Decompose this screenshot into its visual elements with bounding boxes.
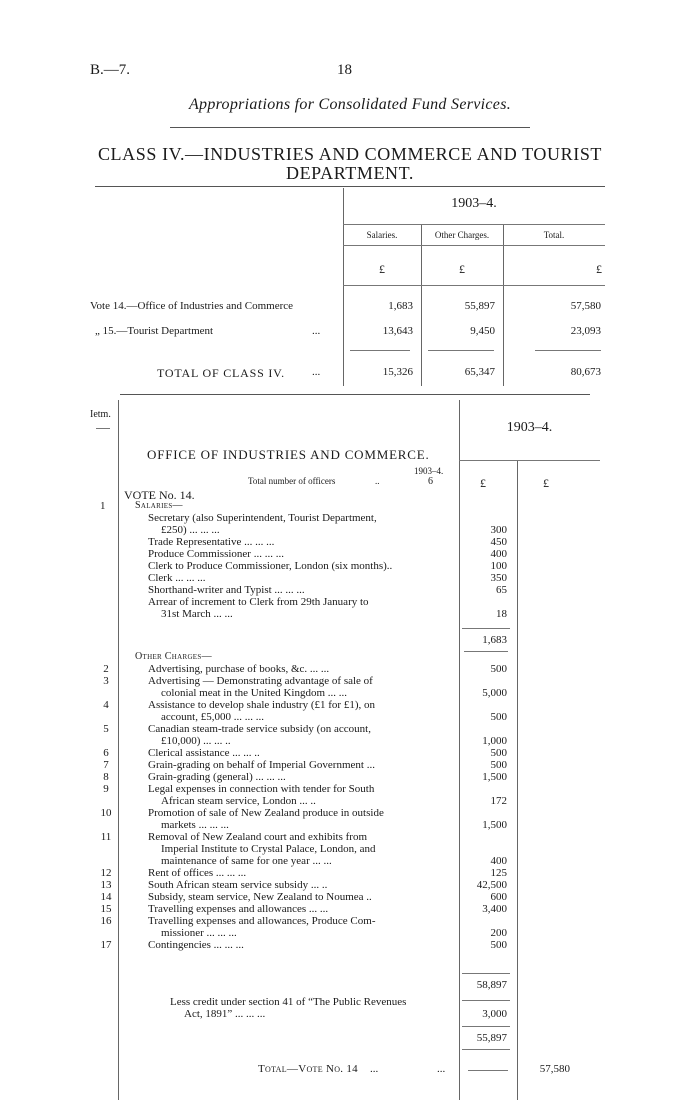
summary-row-label: „ 15.—Tourist Department xyxy=(95,325,214,337)
charge-line: Grain-grading on behalf of Imperial Government ... xyxy=(148,759,375,771)
charge-line: maintenance of same for one year ... ... xyxy=(161,855,332,867)
charge-line: Assistance to develop shale industry (£1 for £1), on xyxy=(148,699,375,711)
salary-line: Secretary (also Superintendent, Tourist Department, xyxy=(148,512,377,524)
summary-year: 1903–4. xyxy=(451,196,497,211)
charge-line: Travelling expenses and allowances, Produce Com- xyxy=(148,915,376,927)
salary-line: Clerk ... ... ... xyxy=(148,572,206,584)
salaries-total: 1,683 xyxy=(482,634,507,646)
detail-currency-totals: £ xyxy=(543,476,549,490)
other-charges-lines xyxy=(148,663,384,951)
subtitle-rule xyxy=(170,127,530,128)
salary-line: Produce Commissioner ... ... ... xyxy=(148,548,284,560)
other-charges-heading: Other Charges— xyxy=(135,651,212,662)
vote-grand-total: 57,580 xyxy=(539,1063,570,1075)
other-item-numbers: 2 3 4 5 6 7 8 9 10 11 12 13 14 15 16 17 xyxy=(100,663,112,951)
summary-row-total: 57,580 xyxy=(570,300,601,312)
officers-dots: .. xyxy=(375,476,380,486)
charge-line: Legal expenses in connection with tender for South xyxy=(148,783,375,795)
vote-total-dots: ... xyxy=(370,1063,379,1075)
charge-line: Subsidy, steam service, New Zealand to Noumea .. xyxy=(148,891,372,903)
summary-row-other: 55,897 xyxy=(464,300,495,312)
less-credit-lines: Less credit under section 41 of “The Public Revenues Act, 1891” ... ... ... xyxy=(170,996,407,1020)
salary-line: Trade Representative ... ... ... xyxy=(148,536,275,548)
salary-line: 31st March ... ... xyxy=(161,608,233,620)
charge-line: South African steam service subsidy ... .. xyxy=(148,879,328,891)
salaries-item-number: 1 xyxy=(100,500,106,512)
officers-count: 6 xyxy=(428,476,433,487)
summary-currency-salaries: £ xyxy=(379,262,385,276)
charge-line: Grain-grading (general) ... ... ... xyxy=(148,771,286,783)
summary-row-dots: ... xyxy=(312,325,321,337)
charge-line: account, £5,000 ... ... ... xyxy=(161,711,264,723)
summary-row-salaries: 1,683 xyxy=(388,300,413,312)
summary-total-other: 65,347 xyxy=(464,366,495,378)
salary-line: Shorthand-writer and Typist ... ... ... xyxy=(148,584,305,596)
summary-col-total: Total. xyxy=(543,230,565,240)
salaries-heading: Salaries— xyxy=(135,500,183,511)
charge-line: Rent of offices ... ... ... xyxy=(148,867,247,879)
page-subtitle: Appropriations for Consolidated Fund Services. xyxy=(188,96,512,113)
document-code: B.—7. xyxy=(90,62,131,78)
summary-row-label: Vote 14.—Office of Industries and Commerce xyxy=(90,300,294,312)
vote-total-label: Total—Vote No. 14 xyxy=(258,1063,358,1075)
summary-total-dots: ... xyxy=(312,366,321,378)
charge-line: Advertising, purchase of books, &c. ... ... xyxy=(148,663,330,675)
less-credit-value: 3,000 xyxy=(482,1008,507,1020)
charge-line: Clerical assistance ... ... .. xyxy=(148,747,260,759)
salary-line: Clerk to Produce Commissioner, London (six months).. xyxy=(148,560,393,572)
summary-row-salaries: 13,643 xyxy=(382,325,413,337)
charge-line: colonial meat in the United Kingdom ... ... xyxy=(161,687,348,699)
class-title-line1: CLASS IV.—INDUSTRIES AND COMMERCE AND TOURIST xyxy=(97,144,603,164)
charge-line: Travelling expenses and allowances ... ... xyxy=(148,903,329,915)
vote-label: VOTE No. 14. xyxy=(124,488,195,502)
item-column-header: Ietm. xyxy=(90,409,111,420)
charge-line: Canadian steam-trade service subsidy (on account, xyxy=(148,723,371,735)
charge-line: £10,000) ... ... .. xyxy=(161,735,231,747)
charge-line: Contingencies ... ... ... xyxy=(148,939,244,951)
salary-line: £250) ... ... ... xyxy=(161,524,220,536)
charge-line: Removal of New Zealand court and exhibits from xyxy=(148,831,368,843)
summary-col-salaries: Salaries. xyxy=(366,230,398,240)
officers-year: 1903–4. xyxy=(414,466,444,476)
vote-total-dots-2: ... xyxy=(437,1063,446,1075)
summary-total-label: TOTAL OF CLASS IV. xyxy=(157,366,285,380)
charge-line: missioner ... ... ... xyxy=(161,927,237,939)
other-charges-net-total: 55,897 xyxy=(476,1032,507,1044)
summary-row-total: 23,093 xyxy=(570,325,601,337)
charge-line: Advertising — Demonstrating advantage of sale of xyxy=(148,675,373,687)
other-charges-values: 500 5,000 500 1,000 500 500 1,500 172 1,500 400 125 42,500 600 3,400 200 500 xyxy=(476,663,507,951)
summary-total-salaries: 15,326 xyxy=(382,366,413,378)
other-charges-gross-total: 58,897 xyxy=(476,979,507,991)
charge-line: Imperial Institute to Crystal Palace, London, and xyxy=(161,843,376,855)
detail-year: 1903–4. xyxy=(506,420,553,435)
salaries-lines xyxy=(148,512,392,620)
summary-row-other: 9,450 xyxy=(470,325,495,337)
charge-line: Promotion of sale of New Zealand produce in outside xyxy=(148,807,384,819)
charge-line: African steam service, London ... .. xyxy=(161,795,316,807)
summary-col-other-charges: Other Charges. xyxy=(434,230,490,240)
class-title-rule xyxy=(95,186,605,187)
detail-currency-items: £ xyxy=(480,476,486,490)
charge-line: markets ... ... ... xyxy=(161,819,229,831)
page-number: 18 xyxy=(337,62,352,78)
class-title-line2: DEPARTMENT. xyxy=(285,163,415,183)
officers-label: Total number of officers xyxy=(248,476,336,486)
summary-total-total: 80,673 xyxy=(570,366,601,378)
summary-currency-total: £ xyxy=(596,262,602,276)
summary-currency-other: £ xyxy=(459,262,465,276)
office-title: OFFICE OF INDUSTRIES AND COMMERCE. xyxy=(147,447,430,462)
salary-line: Arrear of increment to Clerk from 29th January to xyxy=(148,596,369,608)
salaries-values: 300 450 400 100 350 65 18 xyxy=(490,524,507,620)
